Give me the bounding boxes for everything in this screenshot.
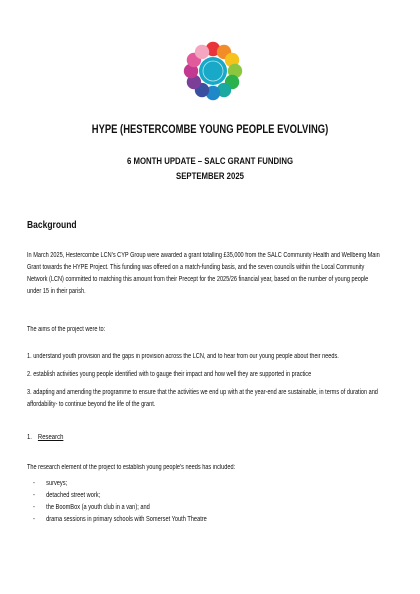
- list-item-text: the BoomBox (a youth club in a van); and: [46, 504, 150, 511]
- aim-item: 3. adapting and amending the programme to ensure that the activities we end up with at the year-end are sustainable, in terms of duration and: [27, 389, 378, 396]
- research-list: [33, 478, 207, 526]
- bullet-dash: -: [33, 480, 35, 487]
- research-section-heading: [27, 434, 63, 441]
- document-subtitle: 6 MONTH UPDATE – SALC GRANT FUNDING: [126, 156, 294, 167]
- intro-paragraph: [27, 250, 395, 298]
- aims-list: [27, 351, 395, 417]
- aim-item: 1. understand youth provision and the gaps in provision across the LCN, and to hear from our young people about their needs.: [27, 353, 339, 360]
- list-item: [33, 478, 207, 490]
- intro-line: under 15 in their parish.: [27, 288, 86, 295]
- bullet-dash: -: [33, 504, 35, 511]
- logo-petal: [195, 45, 209, 59]
- research-intro: The research element of the project to establish young people’s needs has included:: [27, 464, 236, 471]
- aim-item-continuation: affordability- to continue beyond the life of the grant.: [27, 401, 156, 408]
- document-title: HYPE (HESTERCOMBE YOUNG PEOPLE EVOLVING): [91, 124, 329, 136]
- intro-line: Grant towards the HYPE Project. This funding was offered on a match-funding basis, and the seven councils within the Local Community: [27, 264, 365, 271]
- list-item: [33, 514, 207, 526]
- section-title: Research: [37, 434, 64, 441]
- aim-item: 2. establish activities young people identified with to gauge their impact and how well they are supported in practice: [27, 371, 312, 378]
- list-item: [33, 502, 207, 514]
- aims-intro: The aims of the project were to:: [27, 326, 106, 333]
- bullet-dash: -: [33, 492, 35, 499]
- list-item-text: detached street work;: [46, 492, 101, 499]
- bullet-dash: -: [33, 516, 35, 523]
- list-item: [33, 490, 207, 502]
- document-date: SEPTEMBER 2025: [176, 171, 244, 182]
- list-item-text: drama sessions in primary schools with Somerset Youth Theatre: [46, 516, 207, 523]
- list-item-text: surveys;: [46, 480, 68, 487]
- intro-line: In March 2025, Hestercombe LCN’s CYP Group were awarded a grant totalling £35,000 from the SALC Community Health and Wellbeing Main: [27, 252, 380, 259]
- background-heading: Background: [27, 220, 77, 231]
- hype-logo-icon: [183, 40, 243, 102]
- section-number: 1.: [27, 434, 32, 441]
- intro-line: Network (LCN) committed to matching this amount from their Precept for the 2025/26 financial year, based on the number of young people: [27, 276, 369, 283]
